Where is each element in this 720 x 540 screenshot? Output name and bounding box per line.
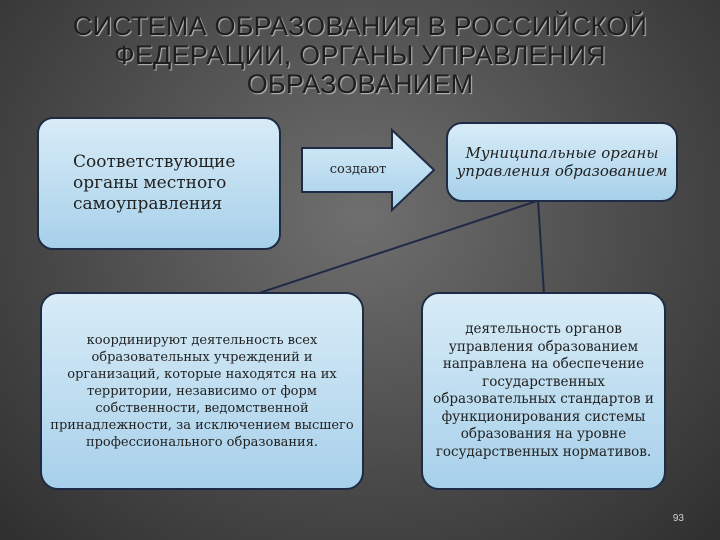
local-government-box: [37, 117, 281, 250]
municipal-bodies-text: Муниципальные органы управления образованием: [456, 144, 668, 180]
title-line-1: СИСТЕМА ОБРАЗОВАНИЯ В РОССИЙСКОЙ: [72, 11, 648, 41]
connector-muni-to-coord: [250, 200, 540, 296]
page-number: 93: [672, 513, 684, 524]
activity-text: деятельность органов управления образованием направлена на обеспечение государственных образовательных стандартов и функционирования системы образования на уровне государственных нормативов.: [433, 321, 654, 460]
municipal-bodies-box: [446, 122, 678, 202]
local-government-text: Соответствующие органы местного самоуправления: [73, 152, 236, 214]
arrow-label: создают: [329, 162, 387, 177]
slide-title: [20, 12, 700, 99]
title-line-3: ОБРАЗОВАНИЕМ: [246, 69, 474, 99]
connector-muni-to-activity: [538, 200, 544, 294]
coordination-text: координируют деятельность всех образовательных учреждений и организаций, которые находятся на их территории, независимо от форм собственности, ведомственной принадлежности, за исключением высшего профессионального образования.: [50, 332, 354, 450]
activity-box: [421, 292, 666, 490]
title-line-2: ФЕДЕРАЦИИ, ОРГАНЫ УПРАВЛЕНИЯ: [114, 40, 606, 70]
coordination-box: [40, 292, 364, 490]
